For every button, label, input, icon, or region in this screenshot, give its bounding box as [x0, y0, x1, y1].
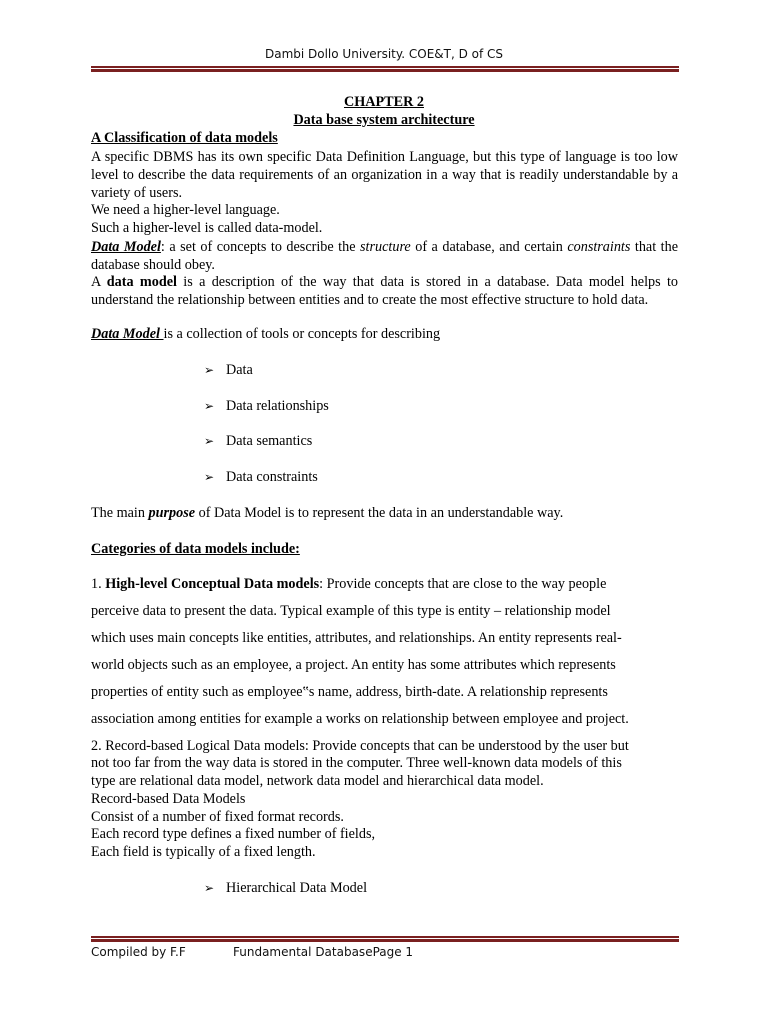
- term-data-model: Data Model: [91, 239, 161, 255]
- list-item: [204, 469, 318, 486]
- footer-title: Fundamental DatabasePage 1: [233, 945, 414, 959]
- hl-line: which uses main concepts like entities, attributes, and relationships. An entity represents real-: [91, 630, 622, 646]
- record-line: 2. Record-based Logical Data models: Provide concepts that can be understood by the user but: [91, 738, 629, 754]
- paragraph-higher-level: We need a higher-level language.: [91, 202, 280, 218]
- text-span: that the database should obey.: [91, 239, 678, 273]
- term-data-model-2: Data Model: [91, 326, 164, 342]
- term-purpose: purpose: [148, 505, 196, 521]
- term-structure: structure: [360, 239, 411, 255]
- categories-heading: [91, 541, 678, 558]
- record-line: Record-based Data Models: [91, 791, 246, 807]
- arrow-bullet-icon: ➢: [204, 881, 215, 895]
- record-line: type are relational data model, network data model and hierarchical data model.: [91, 773, 544, 789]
- list-item-text: Data semantics: [226, 433, 313, 449]
- paragraph-data-model-definition: [91, 238, 678, 274]
- footer-divider: [91, 936, 679, 942]
- list-item: [204, 880, 367, 897]
- hl-line: perceive data to present the data. Typical example of this type is entity – relationship model: [91, 603, 611, 619]
- record-line: Each field is typically of a fixed length.: [91, 844, 316, 860]
- text-span: 1.: [91, 576, 106, 592]
- paragraph-data-model-description: [91, 273, 678, 309]
- arrow-bullet-icon: ➢: [204, 399, 215, 413]
- text-span: : Provide concepts that are close to the way people: [319, 576, 607, 592]
- term-high-level: High-level Conceptual Data models: [105, 576, 320, 592]
- text-span: is a description of the way that data is stored in a database. Data model helps to understand the relationship between entities and to create the most effective structure to hold data.: [91, 274, 679, 308]
- section-heading: [91, 130, 678, 147]
- paragraph-purpose: [91, 505, 678, 522]
- arrow-bullet-icon: ➢: [204, 363, 215, 377]
- paragraph-data-model-name: Such a higher-level is called data-model.: [91, 220, 323, 236]
- section-heading-text: A Classification of data models: [91, 130, 278, 146]
- text-span: : a set of concepts to describe the: [160, 239, 361, 255]
- term-data-model-bold: data model: [106, 274, 177, 290]
- text-span: is a collection of tools or concepts for describing: [163, 326, 441, 342]
- page-footer: [91, 945, 414, 959]
- text-span: of Data Model is to represent the data in an understandable way.: [195, 505, 564, 521]
- list-item-text: Data: [226, 362, 253, 378]
- arrow-bullet-icon: ➢: [204, 434, 215, 448]
- record-line: Consist of a number of fixed format records.: [91, 809, 344, 825]
- arrow-bullet-icon: ➢: [204, 470, 215, 484]
- hl-line: association among entities for example a works on relationship between employee and project.: [91, 711, 629, 727]
- hl-line: [91, 576, 678, 593]
- paragraph-data-model-tools: [91, 326, 678, 343]
- categories-heading-text: Categories of data models include:: [91, 541, 300, 557]
- list-item: [204, 398, 329, 415]
- page-header: Dambi Dollo University. COE&T, D of CS: [264, 47, 504, 61]
- header-divider: [91, 66, 679, 72]
- term-constraints: constraints: [567, 239, 631, 255]
- chapter-number: CHAPTER 2: [343, 94, 424, 110]
- list-item-text: Data constraints: [226, 469, 318, 485]
- list-item: [204, 362, 253, 379]
- record-line: Each record type defines a fixed number of fields,: [91, 826, 376, 842]
- list-item-text: Hierarchical Data Model: [226, 880, 368, 896]
- hl-line: world objects such as an employee, a project. An entity has some attributes which represents: [91, 657, 616, 673]
- list-item-text: Data relationships: [226, 398, 329, 414]
- text-span: of a database, and certain: [410, 239, 568, 255]
- paragraph-dbms: A specific DBMS has its own specific Data Definition Language, but this type of language is too low level to describe the data requirements of an organization in a way that is readily understandable by a variety of users.: [91, 149, 678, 201]
- footer-author: Compiled by F.F: [91, 945, 186, 959]
- text-span: The main: [91, 505, 149, 521]
- list-item: [204, 433, 312, 450]
- chapter-title: Data base system architecture: [293, 112, 475, 128]
- text-span: A: [91, 274, 107, 290]
- hl-line: properties of entity such as employee‟s name, address, birth-date. A relationship represents: [91, 684, 608, 700]
- record-line: not too far from the way data is stored in the computer. Three well-known data models of this: [91, 755, 622, 771]
